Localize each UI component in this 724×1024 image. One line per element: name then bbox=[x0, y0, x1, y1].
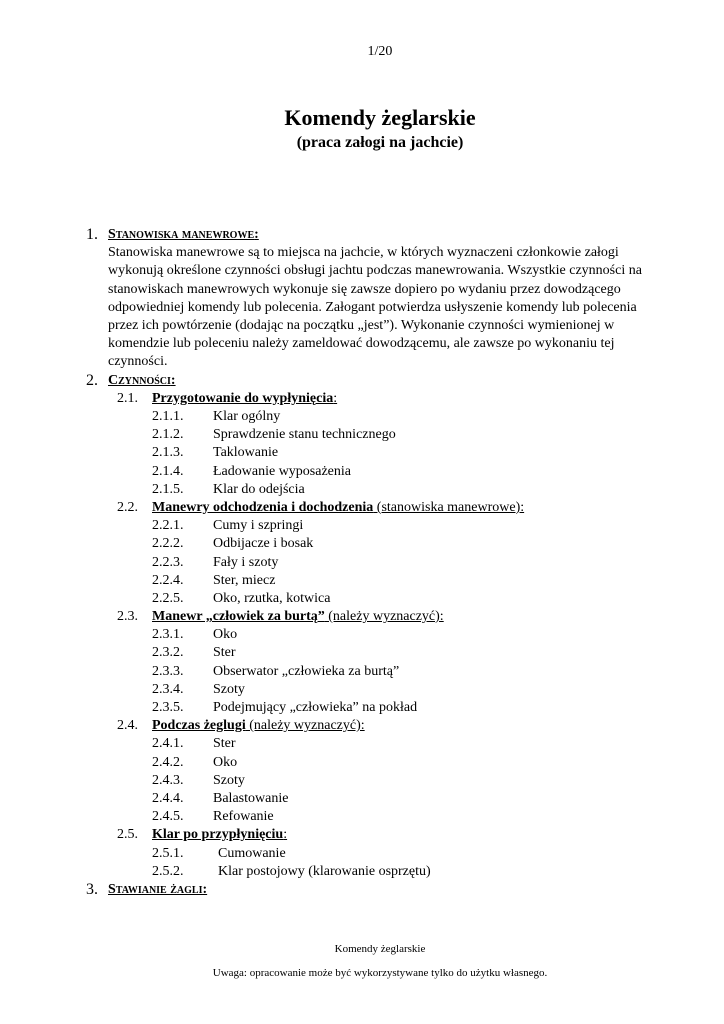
list-item bbox=[0, 463, 724, 481]
list-item bbox=[0, 426, 724, 444]
item-number: 2.5.1. bbox=[152, 845, 184, 861]
item-text: Klar postojowy (klarowanie osprzętu) bbox=[218, 863, 431, 879]
item-number: 2.2.1. bbox=[152, 518, 184, 534]
item-text: Ładowanie wyposażenia bbox=[213, 463, 351, 479]
section-1 bbox=[0, 226, 724, 372]
list-item bbox=[0, 626, 724, 644]
item-text: Oko bbox=[213, 754, 238, 770]
item-text: Obserwator „człowieka za burtą” bbox=[213, 663, 400, 679]
list-item bbox=[0, 735, 724, 753]
subsection-text bbox=[152, 390, 337, 408]
item-number: 2.3.5. bbox=[152, 700, 184, 716]
list-item bbox=[0, 481, 724, 499]
footer-note: Uwaga: opracowanie może być wykorzystywane tylko do użytku własnego. bbox=[212, 967, 548, 979]
list-item bbox=[0, 444, 724, 462]
item-number: 2.4.5. bbox=[152, 809, 184, 825]
subsection-title: Podczas żeglugi bbox=[152, 718, 246, 734]
item-number: 2.1.4. bbox=[152, 463, 184, 479]
item-text: Balastowanie bbox=[213, 790, 289, 806]
section-heading bbox=[108, 372, 724, 390]
list-item bbox=[0, 754, 724, 772]
title-block bbox=[0, 103, 724, 153]
subsection-note: (należy wyznaczyć): bbox=[324, 609, 444, 625]
subsection-text bbox=[152, 608, 444, 626]
item-text: Odbijacze i bosak bbox=[213, 536, 314, 552]
item-number: 2.1.1. bbox=[152, 409, 184, 425]
item-number: 2.2.4. bbox=[152, 572, 184, 588]
section-heading-colon: : bbox=[254, 227, 259, 242]
item-text: Ster bbox=[213, 645, 236, 661]
list-item bbox=[0, 590, 724, 608]
document-title: Komendy żeglarskie bbox=[284, 105, 476, 130]
item-number: 2.3.1. bbox=[152, 627, 184, 643]
item-number: 2.2.2. bbox=[152, 536, 184, 552]
section-heading-text: Stanowiska manewrowe bbox=[108, 227, 255, 242]
item-text: Taklowanie bbox=[213, 445, 279, 461]
subsection-number: 2.2. bbox=[117, 499, 138, 515]
list-item bbox=[0, 535, 724, 553]
subsection-title: Klar po przypłynięciu bbox=[152, 827, 284, 843]
section-heading bbox=[108, 881, 724, 899]
subsection-title: Manewry odchodzenia i dochodzenia bbox=[152, 499, 374, 515]
list-item bbox=[0, 408, 724, 426]
subsection-heading bbox=[0, 499, 724, 517]
item-text: Podejmujący „człowieka” na pokład bbox=[213, 700, 418, 716]
item-text: Ster, miecz bbox=[213, 572, 276, 588]
subsection-title: Przygotowanie do wypłynięcia bbox=[152, 390, 334, 406]
subsection-text bbox=[152, 717, 365, 735]
item-number: 2.3.2. bbox=[152, 645, 184, 661]
item-text: Szoty bbox=[213, 681, 245, 697]
section-3 bbox=[0, 881, 724, 899]
item-text: Klar ogólny bbox=[213, 409, 281, 425]
item-number: 2.1.3. bbox=[152, 445, 184, 461]
subsection-title: Manewr „człowiek za burtą” bbox=[152, 609, 325, 625]
subsection-text bbox=[152, 826, 287, 844]
subsection-number: 2.3. bbox=[117, 609, 138, 625]
item-text: Refowanie bbox=[213, 809, 274, 825]
section-number: 1. bbox=[86, 226, 98, 243]
item-number: 2.4.4. bbox=[152, 790, 184, 806]
item-text: Szoty bbox=[213, 772, 245, 788]
section-heading-text: Czynności bbox=[108, 372, 171, 388]
item-number: 2.4.2. bbox=[152, 754, 184, 770]
section-number: 2. bbox=[86, 371, 98, 389]
subsection-heading bbox=[0, 717, 724, 735]
list-item bbox=[0, 554, 724, 572]
item-number: 2.3.3. bbox=[152, 663, 184, 679]
section-2 bbox=[0, 372, 724, 881]
section-body: Stanowiska manewrowe są to miejsca na jachcie, w których wyznaczeni członkowie załogi wykonują określone czynności obsługi jachtu podczas manewrowania. Wszystkie czynności na stanowiskach manewrowych wykonuje się zawsze dopiero po wydaniu przez dowodzącego odpowiedniej komendy lub polecenia. Załogant potwierdza usłyszenie komendy lub polecenia przez ich powtórzenie (dodając na początku „jest”). Wykonanie czynności wymienionej w komendzie lub poleceniu należy zameldować dowodzącemu, ale zawsze po wykonaniu tej czynności. bbox=[108, 245, 642, 370]
item-text: Oko, rzutka, kotwica bbox=[213, 590, 331, 606]
item-text: Sprawdzenie stanu technicznego bbox=[213, 427, 396, 443]
item-text: Cumy i szpringi bbox=[213, 518, 304, 534]
list-item bbox=[0, 808, 724, 826]
subsection-text bbox=[152, 499, 524, 517]
list-item bbox=[0, 845, 724, 863]
document-subtitle: (praca załogi na jachcie) bbox=[296, 134, 464, 151]
item-number: 2.2.5. bbox=[152, 590, 184, 606]
list-item bbox=[0, 681, 724, 699]
item-number: 2.2.3. bbox=[152, 554, 184, 570]
subsection-number: 2.1. bbox=[117, 390, 138, 406]
section-heading-colon: : bbox=[170, 372, 176, 388]
subsection-heading bbox=[0, 608, 724, 626]
list-item bbox=[0, 517, 724, 535]
item-number: 2.1.2. bbox=[152, 427, 184, 443]
subsection-heading bbox=[0, 390, 724, 408]
section-heading bbox=[108, 226, 724, 244]
subsection-heading bbox=[0, 826, 724, 844]
subsection-number: 2.4. bbox=[117, 718, 138, 734]
list-item bbox=[0, 699, 724, 717]
list-item bbox=[0, 790, 724, 808]
item-number: 2.5.2. bbox=[152, 863, 184, 879]
item-text: Oko bbox=[213, 627, 238, 643]
section-heading-colon: : bbox=[202, 881, 208, 897]
subsection-note: (należy wyznaczyć): bbox=[245, 718, 365, 734]
list-item bbox=[0, 863, 724, 881]
item-text: Cumowanie bbox=[218, 845, 286, 861]
subsection-note: : bbox=[333, 390, 338, 406]
item-number: 2.4.1. bbox=[152, 736, 184, 752]
item-number: 2.1.5. bbox=[152, 481, 184, 497]
list-item bbox=[0, 572, 724, 590]
list-item bbox=[0, 772, 724, 790]
subsection-number: 2.5. bbox=[117, 827, 138, 843]
item-text: Klar do odejścia bbox=[213, 481, 305, 497]
list-item bbox=[0, 663, 724, 681]
footer-title: Komendy żeglarskie bbox=[334, 943, 426, 955]
item-number: 2.4.3. bbox=[152, 772, 184, 788]
item-text: Ster bbox=[213, 736, 236, 752]
subsection-note: : bbox=[283, 827, 288, 843]
subsection-note: (stanowiska manewrowe): bbox=[373, 499, 525, 515]
item-text: Fały i szoty bbox=[213, 554, 279, 570]
list-item bbox=[0, 644, 724, 662]
page-number: 1/20 bbox=[367, 44, 393, 59]
item-number: 2.3.4. bbox=[152, 681, 184, 697]
section-heading-text: Stawianie żagli bbox=[108, 881, 203, 897]
document-content bbox=[0, 226, 724, 899]
section-number: 3. bbox=[86, 880, 98, 898]
